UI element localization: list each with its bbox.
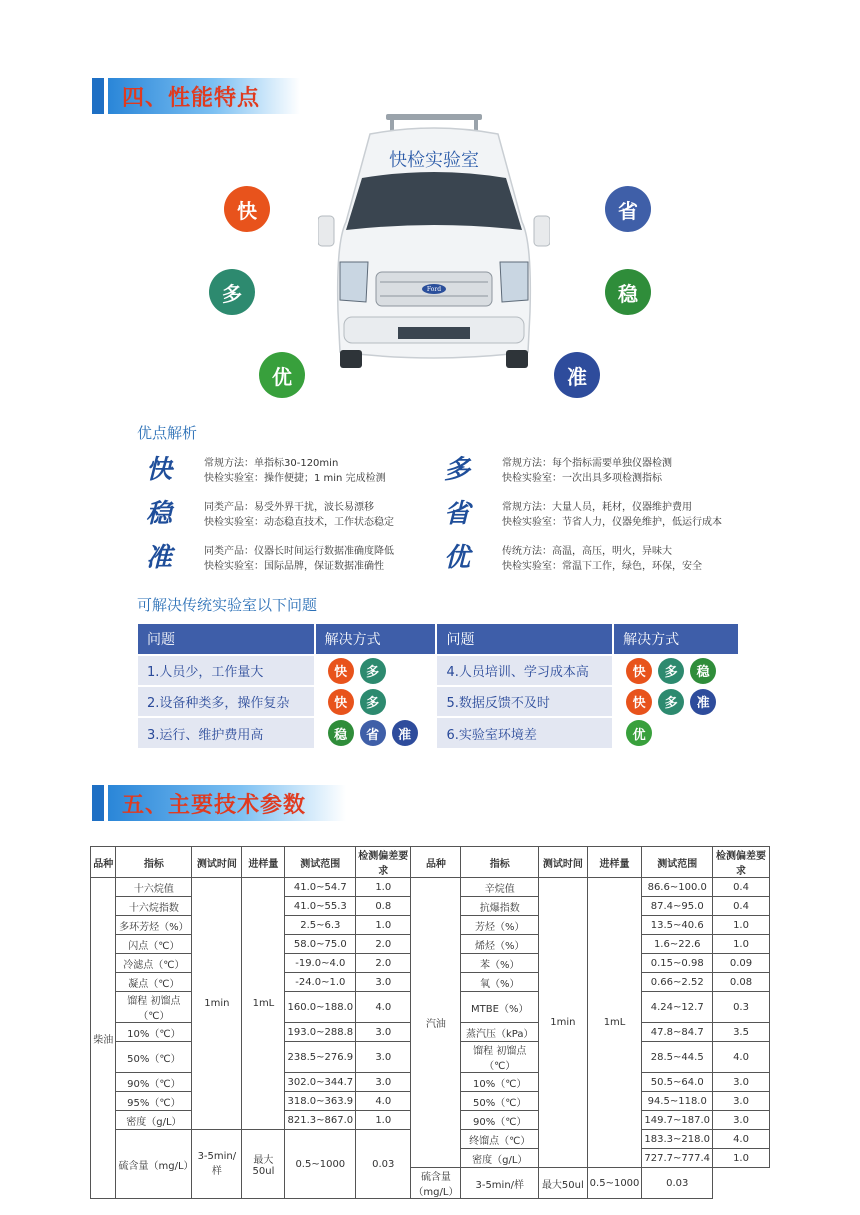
deviation-cell: 0.8 (356, 897, 411, 916)
range-cell: 41.0~55.3 (285, 897, 356, 916)
test-time-cell: 3-5min/样 (461, 1168, 539, 1199)
header-banner (108, 785, 346, 821)
section-4-header (92, 78, 300, 114)
solution-badge: 稳 (328, 720, 354, 746)
deviation-cell: 4.0 (713, 1130, 770, 1149)
indicator-cell: MTBE（%） (461, 992, 539, 1023)
advantage-line: 常规方法：大量人员，耗材，仪器维护费用 (502, 502, 692, 513)
spec-row (91, 878, 770, 897)
deviation-cell: 3.0 (356, 1023, 411, 1042)
header-banner (108, 78, 300, 114)
advantage-line: 快检实验室：动态稳直技术，工作状态稳定 (204, 517, 394, 528)
solution-badge: 快 (626, 658, 652, 684)
advantage-line: 快检实验室：常温下工作，绿色，环保，安全 (502, 561, 702, 572)
indicator-cell: 闪点（℃） (116, 935, 192, 954)
spec-header-cell: 测试时间 (192, 847, 242, 878)
range-cell: 238.5~276.9 (285, 1042, 356, 1073)
range-cell: 160.0~188.0 (285, 992, 356, 1023)
solution-cell (315, 717, 437, 748)
spec-header-cell: 检测偏差要求 (356, 847, 411, 878)
indicator-cell: 90%（℃） (461, 1111, 539, 1130)
range-cell: 47.8~84.7 (642, 1023, 713, 1042)
deviation-cell: 0.08 (713, 973, 770, 992)
feature-circle-fast: 快 (224, 186, 270, 232)
deviation-cell: 3.0 (356, 1042, 411, 1073)
feature-circle-excellent: 优 (259, 352, 305, 398)
indicator-cell: 蒸汽压（kPa） (461, 1023, 539, 1042)
indicator-cell: 50%（℃） (461, 1092, 539, 1111)
advantage-line: 同类产品：仪器长时间运行数据准确度降低 (204, 546, 394, 557)
range-cell: 821.3~867.0 (285, 1111, 356, 1130)
test-time-cell: 1min (539, 878, 588, 1168)
solution-cell (613, 717, 739, 748)
spec-header-cell: 测试时间 (539, 847, 588, 878)
indicator-cell: 密度（g/L） (116, 1111, 192, 1130)
product-name-cell: 柴油 (91, 878, 116, 1199)
deviation-cell: 4.0 (713, 1042, 770, 1073)
range-cell: 193.0~288.8 (285, 1023, 356, 1042)
range-cell: 0.5~1000 (285, 1130, 356, 1199)
advantage-line: 快检实验室：一次出具多项检测指标 (502, 473, 662, 484)
spec-header-cell: 进样量 (242, 847, 285, 878)
solution-badge: 优 (626, 720, 652, 746)
deviation-cell: 3.5 (713, 1023, 770, 1042)
indicator-cell: 氧（%） (461, 973, 539, 992)
sample-volume-cell: 最大50ul (539, 1168, 588, 1199)
deviation-cell: 0.4 (713, 897, 770, 916)
solution-badge: 快 (328, 689, 354, 715)
advantage-char: 省 (444, 499, 471, 529)
deviation-cell: 0.03 (356, 1130, 411, 1199)
solution-badge: 多 (360, 689, 386, 715)
deviation-cell: 3.0 (713, 1111, 770, 1130)
header-solution: 解决方式 (613, 624, 739, 655)
range-cell: 183.3~218.0 (642, 1130, 713, 1149)
deviation-cell: 3.0 (713, 1073, 770, 1092)
deviation-cell: 1.0 (356, 878, 411, 897)
feature-circle-accurate: 准 (554, 352, 600, 398)
test-time-cell: 3-5min/样 (192, 1130, 242, 1199)
advantages-title: 优点解析 (137, 424, 198, 442)
range-cell: 0.66~2.52 (642, 973, 713, 992)
range-cell: -19.0~4.0 (285, 954, 356, 973)
indicator-cell: 10%（℃） (116, 1023, 192, 1042)
problems-table (138, 624, 740, 748)
solution-badge: 省 (360, 720, 386, 746)
sample-volume-cell: 1mL (587, 878, 642, 1168)
product-name-cell: 汽油 (411, 878, 461, 1168)
test-time-cell: 1min (192, 878, 242, 1130)
van-illustration (318, 112, 550, 370)
feature-circle-stable: 稳 (605, 269, 651, 315)
advantage-line: 同类产品：易受外界干扰，波长易漂移 (204, 502, 374, 513)
indicator-cell: 十六烷值 (116, 878, 192, 897)
range-cell: 58.0~75.0 (285, 935, 356, 954)
problem-row (138, 686, 739, 717)
indicator-cell: 辛烷值 (461, 878, 539, 897)
van-sign-text: 快检实验室 (389, 150, 479, 171)
solution-badge: 多 (360, 658, 386, 684)
solution-cell (613, 655, 739, 686)
indicator-cell: 凝点（℃） (116, 973, 192, 992)
solution-cell (315, 655, 437, 686)
problem-cell: 6.实验室环境差 (436, 717, 613, 748)
advantage-line: 快检实验室：国际品牌，保证数据准确性 (204, 561, 384, 572)
range-cell: 4.24~12.7 (642, 992, 713, 1023)
advantage-line: 常规方法：每个指标需要单独仪器检测 (502, 458, 672, 469)
range-cell: 302.0~344.7 (285, 1073, 356, 1092)
spec-header-cell: 测试范围 (642, 847, 713, 878)
problem-cell: 3.运行、维护费用高 (138, 717, 315, 748)
indicator-cell: 抗爆指数 (461, 897, 539, 916)
indicator-cell: 烯烃（%） (461, 935, 539, 954)
problems-title: 可解决传统实验室以下问题 (137, 596, 318, 614)
advantage-item-fast (146, 455, 386, 486)
range-cell: 86.6~100.0 (642, 878, 713, 897)
solution-cell (613, 686, 739, 717)
indicator-cell: 硫含量（mg/L） (116, 1130, 192, 1199)
solution-badge: 多 (658, 658, 684, 684)
deviation-cell: 3.0 (356, 973, 411, 992)
solution-cell (315, 686, 437, 717)
solution-badge: 准 (690, 689, 716, 715)
advantage-char: 优 (444, 543, 471, 573)
deviation-cell: 3.0 (713, 1092, 770, 1111)
solution-badge: 快 (328, 658, 354, 684)
indicator-cell: 硫含量（mg/L） (411, 1168, 461, 1199)
solution-badge: 快 (626, 689, 652, 715)
range-cell: 87.4~95.0 (642, 897, 713, 916)
deviation-cell: 0.3 (713, 992, 770, 1023)
feature-circle-save: 省 (605, 186, 651, 232)
indicator-cell: 十六烷指数 (116, 897, 192, 916)
range-cell: 149.7~187.0 (642, 1111, 713, 1130)
problem-cell: 1.人员少，工作量大 (138, 655, 315, 686)
deviation-cell: 1.0 (713, 935, 770, 954)
section-5-title: 五、主要技术参数 (122, 792, 307, 818)
problem-cell: 4.人员培训、学习成本高 (436, 655, 613, 686)
spec-header-cell: 测试范围 (285, 847, 356, 878)
problem-row (138, 655, 739, 686)
range-cell: -24.0~1.0 (285, 973, 356, 992)
header-problem: 问题 (138, 624, 315, 655)
range-cell: 13.5~40.6 (642, 916, 713, 935)
deviation-cell: 0.4 (713, 878, 770, 897)
deviation-cell: 4.0 (356, 992, 411, 1023)
spec-header-row (91, 847, 770, 878)
indicator-cell: 芳烃（%） (461, 916, 539, 935)
advantage-item-accurate (146, 543, 394, 574)
deviation-cell: 1.0 (356, 1111, 411, 1130)
indicator-cell: 密度（g/L） (461, 1149, 539, 1168)
feature-circle-many: 多 (209, 269, 255, 315)
problem-cell: 5.数据反馈不及时 (436, 686, 613, 717)
advantage-char: 稳 (146, 499, 173, 529)
indicator-cell: 馏程 初馏点（℃） (116, 992, 192, 1023)
spec-table (90, 846, 770, 1199)
advantage-item-stable (146, 499, 394, 530)
range-cell: 0.15~0.98 (642, 954, 713, 973)
advantage-item-save (444, 499, 722, 530)
sample-volume-cell: 最大50ul (242, 1130, 285, 1199)
advantage-char: 多 (444, 455, 471, 485)
range-cell: 0.5~1000 (587, 1168, 642, 1199)
problems-header-row (138, 624, 739, 655)
spec-header-cell: 品种 (91, 847, 116, 878)
range-cell: 318.0~363.9 (285, 1092, 356, 1111)
deviation-cell: 0.09 (713, 954, 770, 973)
advantage-line: 快检实验室：操作便捷；1 min 完成检测 (204, 473, 386, 484)
indicator-cell: 馏程 初馏点（℃） (461, 1042, 539, 1073)
indicator-cell: 90%（℃） (116, 1073, 192, 1092)
deviation-cell: 2.0 (356, 935, 411, 954)
deviation-cell: 0.03 (642, 1168, 713, 1199)
solution-badge: 多 (658, 689, 684, 715)
indicator-cell: 终馏点（℃） (461, 1130, 539, 1149)
indicator-cell: 苯（%） (461, 954, 539, 973)
section-4-title: 四、性能特点 (122, 85, 261, 111)
advantage-line: 常规方法：单指标30-120min (204, 458, 339, 469)
indicator-cell: 冷滤点（℃） (116, 954, 192, 973)
indicator-cell: 50%（℃） (116, 1042, 192, 1073)
indicator-cell: 10%（℃） (461, 1073, 539, 1092)
header-accent-bar (92, 785, 104, 821)
range-cell: 28.5~44.5 (642, 1042, 713, 1073)
problem-cell: 2.设备种类多，操作复杂 (138, 686, 315, 717)
indicator-cell: 多环芳烃（%） (116, 916, 192, 935)
deviation-cell: 1.0 (713, 916, 770, 935)
spec-header-cell: 检测偏差要求 (713, 847, 770, 878)
advantage-line: 传统方法：高温，高压，明火，异味大 (502, 546, 672, 557)
advantage-char: 快 (146, 455, 173, 485)
sample-volume-cell: 1mL (242, 878, 285, 1130)
spec-header-cell: 进样量 (587, 847, 642, 878)
indicator-cell: 95%（℃） (116, 1092, 192, 1111)
header-solution: 解决方式 (315, 624, 437, 655)
header-accent-bar (92, 78, 104, 114)
range-cell: 727.7~777.4 (642, 1149, 713, 1168)
deviation-cell: 2.0 (356, 954, 411, 973)
header-problem: 问题 (436, 624, 613, 655)
deviation-cell: 1.0 (713, 1149, 770, 1168)
section-5-header (92, 785, 346, 821)
advantage-line: 快检实验室：节省人力，仪器免维护，低运行成本 (502, 517, 722, 528)
spec-header-cell: 指标 (461, 847, 539, 878)
ford-logo-text: Ford (426, 286, 442, 293)
range-cell: 1.6~22.6 (642, 935, 713, 954)
advantage-char: 准 (146, 543, 173, 573)
solution-badge: 稳 (690, 658, 716, 684)
problem-row (138, 717, 739, 748)
range-cell: 94.5~118.0 (642, 1092, 713, 1111)
spec-header-cell: 指标 (116, 847, 192, 878)
deviation-cell: 1.0 (356, 916, 411, 935)
solution-badge: 准 (392, 720, 418, 746)
advantage-item-excellent (444, 543, 702, 574)
deviation-cell: 4.0 (356, 1092, 411, 1111)
range-cell: 2.5~6.3 (285, 916, 356, 935)
range-cell: 41.0~54.7 (285, 878, 356, 897)
deviation-cell: 3.0 (356, 1073, 411, 1092)
spec-header-cell: 品种 (411, 847, 461, 878)
range-cell: 50.5~64.0 (642, 1073, 713, 1092)
advantage-item-many (444, 455, 672, 486)
